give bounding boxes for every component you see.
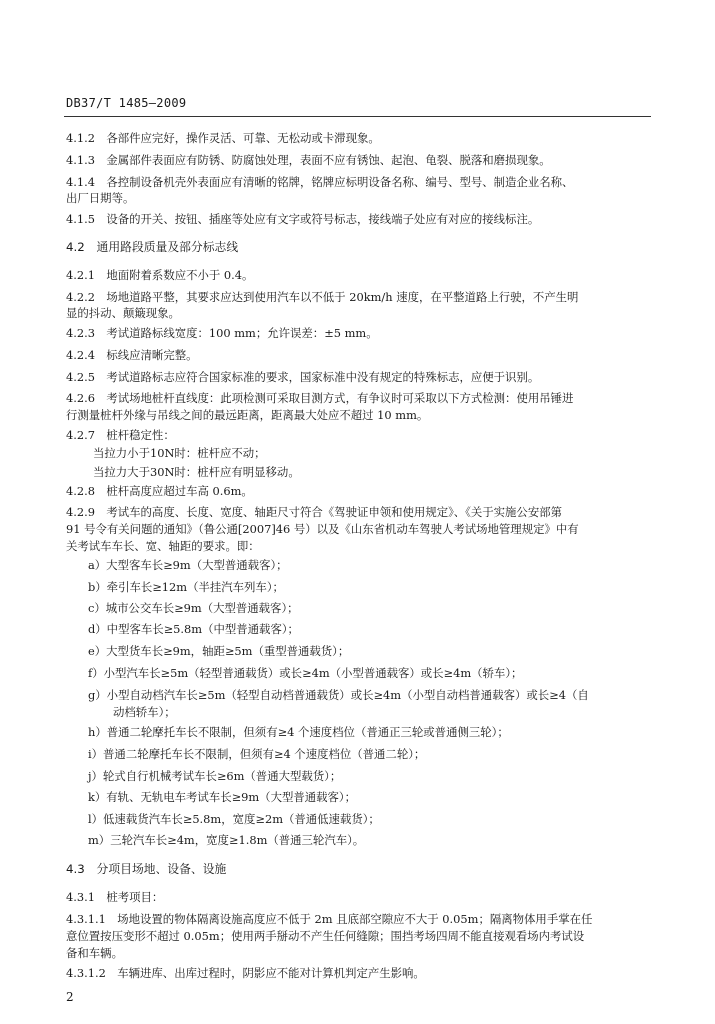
clause-4-3-1-2: 4.3.1.2 车辆进库、出库过程时，阴影应不能对计算机判定产生影响。	[66, 966, 425, 980]
header-rule	[64, 116, 651, 117]
list-item-k: k）有轨、无轨电车考试车长≥9m（大型普通载客）；	[88, 790, 356, 804]
clause-4-2-6-cont: 行测量桩杆外缘与吊线之间的最远距离，距离最大处应不超过 10 mm。	[66, 408, 429, 422]
list-item-m: m）三轮汽车长≥4m，宽度≥1.8m（普通三轮汽车）。	[88, 833, 365, 847]
clause-4-2-2-cont: 显的抖动、颠簸现象。	[66, 306, 180, 320]
list-item-i: i）普通二轮摩托车长不限制，但须有≥4 个速度档位（普通二轮）；	[88, 747, 426, 761]
clause-4-1-5: 4.1.5 设备的开关、按钮、插座等处应有文字或符号标志，接线端子处应有对应的接线标注。	[66, 212, 540, 226]
clause-4-2-5: 4.2.5 考试道路标志应符合国家标准的要求，国家标准中没有规定的特殊标志，应便于识别。	[66, 370, 540, 384]
clause-4-2-1: 4.2.1 地面附着系数应不小于 0.4。	[66, 268, 254, 282]
list-item-j: j）轮式自行机械考试车长≥6m（普通大型载货）；	[88, 769, 342, 783]
clause-4-2-6: 4.2.6 考试场地桩杆直线度：此项检测可采取目测方式，有争议时可采取以下方式检测：使用吊锤进	[66, 391, 574, 405]
clause-4-1-4-cont: 出厂日期等。	[66, 191, 135, 205]
list-item-g-cont: 动档轿车）；	[113, 705, 176, 719]
clause-4-2-8: 4.2.8 桩杆高度应超过车高 0.6m。	[66, 484, 253, 498]
clause-4-3-1-1-cont-2: 备和车辆。	[66, 946, 123, 960]
list-item-a: a）大型客车长≥9m（大型普通载客）；	[88, 558, 288, 572]
list-item-l: l）低速载货汽车长≥5.8m，宽度≥2m（普通低速载货）；	[88, 812, 380, 826]
clause-4-2-7-item-2: 当拉力大于30N时：桩杆应有明显移动。	[93, 465, 300, 479]
clause-4-2-3: 4.2.3 考试道路标线宽度：100 mm；允许误差：±5 mm。	[66, 326, 378, 340]
clause-4-2-2: 4.2.2 场地道路平整，其要求应达到使用汽车以不低于 20km/h 速度，在平整道路上行驶，不产生明	[66, 290, 579, 304]
clause-4-3-1-1: 4.3.1.1 场地设置的物体隔离设施高度应不低于 2m 且底部空隙应不大于 0.05m；隔离物体用手掌在任	[66, 912, 593, 926]
list-item-f: f）小型汽车长≥5m（轻型普通载货）或长≥4m（小型普通载客）或长≥4m（轿车）；	[88, 666, 523, 680]
clause-4-2-9-cont-1: 91 号令有关问题的通知》（鲁公通[2007]46 号）以及《山东省机动车驾驶人考试场地管理规定》中有	[66, 522, 579, 536]
list-item-d: d）中型客车长≥5.8m（中型普通载客）；	[88, 622, 299, 636]
clause-4-3-1: 4.3.1 桩考项目：	[66, 890, 164, 904]
clause-4-2-7-item-1: 当拉力小于10N时：桩杆应不动；	[93, 446, 266, 460]
clause-4-2-4: 4.2.4 标线应清晰完整。	[66, 348, 198, 362]
section-4-3-heading: 4.3 分项目场地、设备、设施	[66, 862, 227, 876]
clause-4-1-2: 4.1.2 各部件应完好，操作灵活、可靠、无松动或卡滞现象。	[66, 131, 380, 145]
clause-4-2-7: 4.2.7 桩杆稳定性：	[66, 428, 175, 442]
list-item-h: h）普通二轮摩托车长不限制，但须有≥4 个速度档位（普通正三轮或普通侧三轮）；	[88, 725, 509, 739]
clause-4-3-1-1-cont-1: 意位置按压变形不超过 0.05m；使用两手掰动不产生任何缝隙；围挡考场四周不能直接观看场内考试设	[66, 929, 585, 943]
list-item-b: b）牵引车长≥12m（半挂汽车列车）；	[88, 580, 284, 594]
clause-4-2-9: 4.2.9 考试车的高度、长度、宽度、轴距尺寸符合《驾驶证申领和使用规定》、《关于实施公安部第	[66, 505, 562, 519]
list-item-g: g）小型自动档汽车长≥5m（轻型自动档普通载货）或长≥4m（小型自动档普通载客）或长≥4（自	[88, 688, 589, 702]
list-item-c: c）城市公交车长≥9m（大型普通载客）；	[88, 601, 299, 615]
page-number: 2	[66, 990, 74, 1004]
clause-4-1-3: 4.1.3 金属部件表面应有防锈、防腐蚀处理，表面不应有锈蚀、起泡、龟裂、脱落和磨损现象。	[66, 153, 551, 167]
section-4-2-heading: 4.2 通用路段质量及部分标志线	[66, 240, 239, 254]
list-item-e: e）大型货车长≥9m，轴距≥5m（重型普通载货）；	[88, 644, 350, 658]
clause-4-2-9-cont-2: 关考试车车长、宽、轴距的要求。即：	[66, 539, 260, 553]
clause-4-1-4: 4.1.4 各控制设备机壳外表面应有清晰的铭牌，铭牌应标明设备名称、编号、型号、制造企业名称、	[66, 175, 574, 189]
document-code: DB37/T 1485—2009	[66, 96, 187, 110]
